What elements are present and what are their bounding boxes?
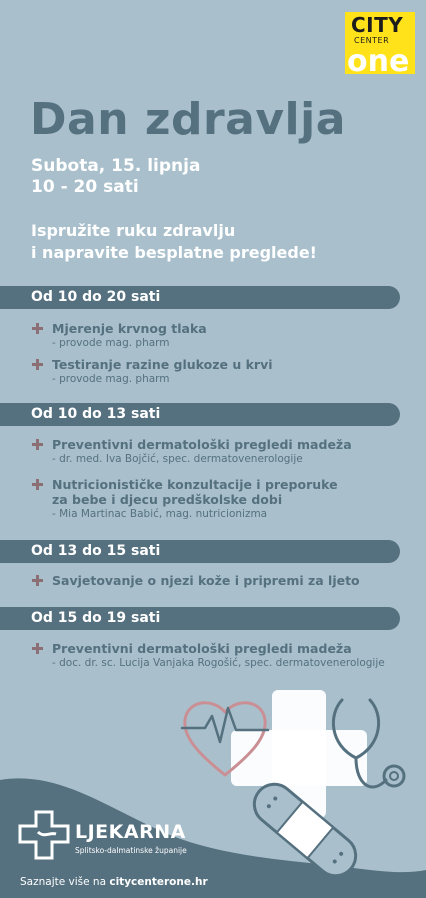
time-band-4: Od 15 do 19 sati [0,607,400,630]
plus-icon [32,439,43,450]
footer-text: Saznajte više na citycenterone.hr [20,876,208,888]
logo-one: one [347,44,410,79]
logo-city: CITY [351,13,404,37]
pharmacy-name: LJEKARNA [75,821,186,843]
pharmacy-logo [18,810,218,860]
date-hours: 10 - 20 sati [31,177,139,197]
pharmacy-subname: Splitsko-dalmatinske županije [75,846,187,855]
service-item: Nutricionističke konzultacije i preporuke za bebe i djecu predškolske dobi - Mia Martinac Babić, mag. nutricionizma [32,477,412,521]
event-date [31,156,200,198]
plus-icon [32,643,43,654]
city-center-one-logo [345,12,415,79]
time-band-1: Od 10 do 20 sati [0,286,400,309]
service-item: Mjerenje krvnog tlaka - provode mag. pharm [32,321,412,350]
service-item: Preventivni dermatološki pregledi madeža - dr. med. Iva Bojčić, spec. dermatovenerologije [32,437,412,466]
health-illustration [0,660,426,898]
pharmacy-cross-icon [18,810,70,860]
plus-icon [32,575,43,586]
website-link[interactable]: citycenterone.hr [109,876,208,888]
service-item: Preventivni dermatološki pregledi madeža - doc. dr. sc. Lucija Vanjaka Rogošić, spec. dermatovenerologije [32,641,412,670]
intro-text: Ispružite ruku zdravlju i napravite besplatne preglede! [31,221,317,262]
logo-center: CENTER [354,36,390,45]
service-item: Testiranje razine glukoze u krvi - provode mag. pharm [32,357,412,386]
plus-icon [32,359,43,370]
time-band-2: Od 10 do 13 sati [0,403,400,426]
time-band-3: Od 13 do 15 sati [0,540,400,563]
page-title: Dan zdravlja [30,94,346,145]
plus-icon [32,479,43,490]
service-item: Savjetovanje o njezi kože i pripremi za ljeto [32,573,412,588]
plus-icon [32,323,43,334]
date-day: Subota, 15. lipnja [31,156,201,176]
